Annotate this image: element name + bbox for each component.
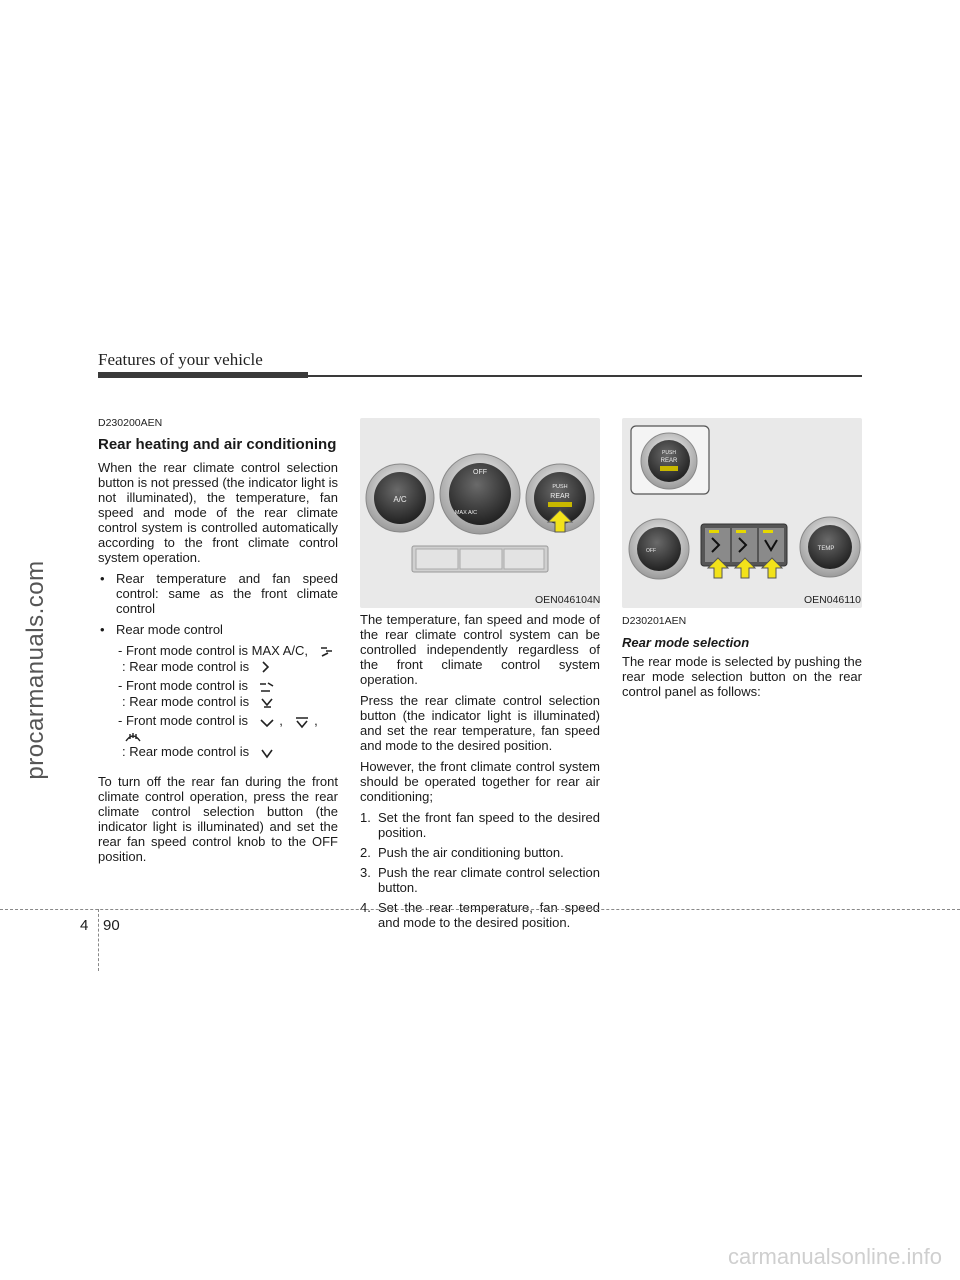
- mode-rule-2: [98, 678, 338, 709]
- running-header: Features of your vehicle: [98, 350, 263, 369]
- mode-rule-3-rear: : Rear mode control is: [122, 744, 250, 760]
- bullet-temp-fan: • Rear temperature and fan speed control: same as the front climate control: [98, 571, 338, 616]
- step-2: 2. Push the air conditioning button.: [360, 845, 564, 860]
- knob-mid-label: MAX A/C: [454, 510, 478, 516]
- page-number: 90: [103, 917, 120, 934]
- floor-mode-icon: [258, 715, 276, 729]
- bilevel-rear-icon: [259, 695, 275, 709]
- mode-rule-1: [98, 643, 338, 674]
- figure-front-code: OEN046104N: [535, 594, 601, 606]
- inset-label: REAR: [660, 458, 678, 464]
- outro-paragraph: To turn off the rear fan during the front climate control operation, press the rear climate control selection button (the indicator light is illuminated) and set the rear fan speed control knob to the OFF position.: [98, 773, 338, 864]
- bilevel-mode-icon: [258, 680, 276, 694]
- inset-top-label: PUSH: [662, 450, 676, 456]
- mode-rule-3-separator-2: ,: [314, 713, 318, 729]
- right-column: [622, 614, 862, 705]
- face-mode-icon: [259, 660, 273, 674]
- mode-rule-3: [98, 713, 338, 760]
- knob-left-label: A/C: [393, 495, 407, 504]
- knob-right-label: REAR: [550, 493, 570, 500]
- mode-rule-2-front: - Front mode control is: [118, 678, 249, 694]
- defrost-mode-icon: [124, 730, 142, 744]
- right-section-title: Rear mode selection: [622, 635, 750, 650]
- mode-rule-3-front: - Front mode control is: [118, 713, 249, 729]
- bullet-mode: • Rear mode control: [98, 622, 338, 637]
- rear-knob-right-label: TEMP: [817, 546, 835, 552]
- floor-rear-icon: [259, 746, 275, 760]
- figure-rear-code: OEN046110: [804, 594, 862, 606]
- front-panel-illustration: [360, 418, 600, 608]
- header-rule-thick: [98, 372, 308, 378]
- floor-defrost-mode-icon: [293, 715, 311, 729]
- right-section-code: D230201AEN: [622, 615, 687, 627]
- mode-rule-3-separator: ,: [279, 713, 283, 729]
- step-4: 4. Set the rear temperature, fan speed and mode to the desired position.: [360, 900, 600, 930]
- figure-front-panel: [360, 418, 600, 608]
- middle-column: [360, 612, 600, 935]
- footer-divider: [98, 909, 99, 971]
- right-paragraph-1: The rear mode is selected by pushing the rear mode selection button on the rear control panel as follows:: [622, 654, 862, 699]
- face-floor-mode-icon: [318, 645, 336, 659]
- mode-rule-1-rear: : Rear mode control is: [122, 658, 250, 674]
- intro-paragraph: When the rear climate control selection button is not pressed (the indicator light is not illuminated), the temperature, fan speed and mode of the rear climate control system is controlled automatically according to the front climate control system operation.: [98, 460, 338, 565]
- rear-panel-illustration: [622, 418, 862, 608]
- left-column: [98, 416, 338, 870]
- chapter-number: 4: [80, 917, 89, 934]
- mode-rule-2-rear: : Rear mode control is: [122, 693, 250, 709]
- figure-rear-panel: [622, 418, 862, 608]
- middle-paragraph-1: The temperature, fan speed and mode of the rear climate control system can be controlled independently regardless of the front climate control system operation.: [360, 612, 600, 687]
- footer-rule: [0, 909, 960, 910]
- rear-knob-left-label: OFF: [646, 548, 656, 554]
- section-title: Rear heating and air conditioning: [98, 436, 337, 453]
- knob-right-top-label: PUSH: [552, 484, 568, 490]
- knob-mid-top-label: OFF: [473, 469, 487, 476]
- section-code: D230200AEN: [98, 417, 163, 429]
- header-rule-thin: [308, 375, 862, 377]
- middle-paragraph-2: Press the rear climate control selection button (the indicator light is illuminated) and set the rear temperature, fan speed and mode to the desired position.: [360, 693, 600, 753]
- mode-rule-1-front: - Front mode control is MAX A/C,: [118, 643, 309, 658]
- bottom-watermark: carmanualsonline.info: [727, 1244, 942, 1269]
- middle-paragraph-3: However, the front climate control system should be operated together for rear air conditioning;: [360, 759, 600, 804]
- side-watermark: procarmanuals.com: [22, 560, 49, 780]
- step-3: 3. Push the rear climate control selection button.: [360, 865, 600, 895]
- step-1: 1. Set the front fan speed to the desired position.: [360, 810, 600, 840]
